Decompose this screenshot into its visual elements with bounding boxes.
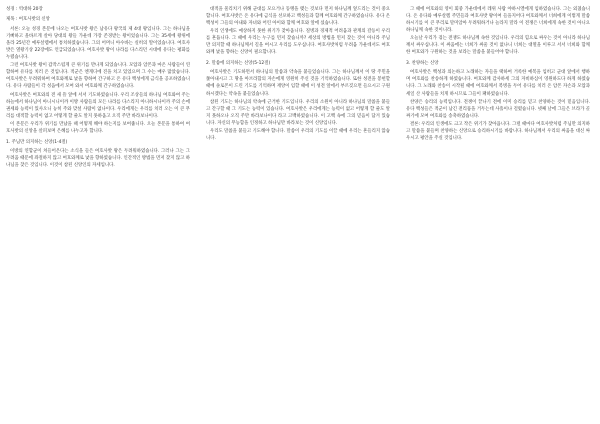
paragraph: 여호사밧은 여호와의 전 새 뜰 앞에 서서 기도하였습니다. 우리 조상들의 하나님 여호와여 주는 하늘에서 하나님이 아니시니이까 이방 사람들의 모든 나라를 다스리지 아니하시나이까 주의 손에 권세와 능력이 있사오니 능히 주와 맞설 사람이 없나이다. 우리에게는 우리를 치러 오는 이 큰 무리를 대적할 능력이 없고 어떻게 할 줄도 알지 못하옵고 오직 주만 바라보나이다. xyxy=(6,92,190,119)
paragraph: 오늘날 우리가 겪는 전쟁도 하나님께 속한 것입니다. 우리의 힘으로 싸우는 것이 아니라 하나님께서 싸우십니다. 이 싸움에는 너희가 싸울 것이 없나니 너희는 대열을 이루고 서서 너희와 함께 한 여호와가 구원하는 것을 보라는 말씀을 붙들어야 합니다. xyxy=(406,36,590,56)
paragraph: 우리도 말씀을 붙들고 기도해야 합니다. 말씀이 우리의 기도를 이끌 때에 우리는 흔들리지 않습니다. xyxy=(206,128,390,141)
paragraph: 이 본문은 우리가 위기를 만났을 때 어떻게 해야 하는지를 보여줍니다. 오늘 본문을 통하여 여호사밧의 신앙을 살펴보며 은혜를 나누고자 합니다. xyxy=(6,121,190,134)
section-heading: 2. 말씀에 의지하는 신앙(5-12절) xyxy=(206,61,271,67)
paragraph: 여호사밧은 기도하면서 하나님의 말씀과 약속을 붙들었습니다. 그는 하나님께서 이 땅 주민을 쫓아내시고 그 땅을 아브라함의 자손에게 영원히 주신 것을 기억하였습니다. 또한 성전을 봉헌할 때에 솔로몬이 드린 기도를 기억하며 재앙이 임할 때에 이 성전 앞에서 부르짖으면 들으시고 구원하시겠다는 약속을 붙들었습니다. xyxy=(206,70,390,97)
paragraph: 서론: 오늘 성경 본문에 나오는 여호사밧 왕은 남유다 왕국의 제 4대 왕입니다. 그는 하나님을 기뻐하고 올바르게 살아 당대의 왕들 가운데 가장 존경받는 왕이었습니다. 그는 35세에 왕위에 올라 25년간 예루살렘에서 통치하였습니다. 그의 어머니 아수바는 실히의 딸이었습니다. 여호사밧은 열왕기상 22장에도 언급되었습니다. 여호사밧 왕이 나라를 다스리던 시대에 유다는 평화를 누렸습니다. xyxy=(6,27,190,61)
section-heading: 3. 찬양하는 신앙 xyxy=(406,61,439,67)
paragraph: 그런 여호사밧 왕이 갑작스럽게 큰 위기를 만나게 되었습니다. 모압과 암몬과 마온 사람들이 연합하여 유다를 치러 온 것입니다. 적군은 엔게디에 진을 치고 있었으며 그 수는 매우 많았습니다. 여호사밧은 두려워하여 여호와께로 낯을 향하여 간구하고 온 유다 백성에게 금식을 공포하였습니다. 유다 사람들이 각 성읍에서 모여 와서 여호와께 간구하였습니다. xyxy=(6,63,190,90)
paragraph: 결론: 우리의 인생에도 크고 작은 위기가 찾아옵니다. 그럴 때마다 여호사밧처럼 주님만 의지하고 말씀을 붙들며 찬양하는 신앙으로 승리하시기를 바랍니다. 하나님께서 우리의 싸움을 대신 싸우시고 평안을 주실 것입니다. xyxy=(406,121,590,141)
meta-line: 성경 : 역대하 20장 xyxy=(6,7,43,12)
paragraph: 참된 기도는 하나님의 약속에 근거한 기도입니다. 우리의 소원이 아니라 하나님의 말씀을 붙들고 간구할 때 그 기도는 능력이 있습니다. 여호사밧은 우리에게는 능력이 없고 어떻게 할 줄도 알지 못하오나 오직 주만 바라보나이다 라고 고백하였습니다. 이 고백 속에 그의 믿음이 담겨 있습니다. 자신의 무능함을 인정하고 하나님만 바라보는 것이 신앙입니다. xyxy=(206,99,390,126)
paragraph: 그 때에 여호와의 영이 회중 가운데에서 레위 사람 야하시엘에게 임하였습니다. 그는 외쳤습니다. 온 유다와 예루살렘 주민들과 여호사밧 왕이여 들을지어다 여호와께서 너희에게 이렇게 말씀하시기를 이 큰 무리로 말미암아 두려워하거나 놀라지 말라 이 전쟁은 너희에게 속한 것이 아니요 하나님께 속한 것이니라. xyxy=(406,7,590,34)
paragraph: 대적을 물리치기 위해 군대를 모으거나 동맹을 맺는 것보다 먼저 하나님께 엎드리는 것이 중요합니다. 여호사밧은 온 유다에 금식을 선포하고 백성들과 함께 여호와께 간구하였습니다. 유다 온 백성이 그들의 아내와 자녀와 어린 아이와 함께 여호와 앞에 섰습니다. xyxy=(206,7,390,27)
text-column-left xyxy=(6,6,190,170)
section-heading: 1. 주님만 의지하는 신앙(1-4절) xyxy=(6,139,68,145)
paragraph: 우리 인생에도 예상하지 못한 위기가 찾아옵니다. 질병과 경제적 어려움과 관계의 갈등이 우리를 흔듭니다. 그 때에 우리는 누구를 먼저 찾습니까? 세상의 방법을 먼저 찾는 것이 아니라 주님만 의지할 때 하나님께서 길을 여시고 우리를 도우십니다. 여호사밧처럼 두려움 가운데서도 여호와께 낯을 향하는 신앙이 필요합니다. xyxy=(206,29,390,56)
paragraph: 이방의 연합군이 쳐들어온다는 소식을 들은 여호사밧 왕은 두려워하였습니다. 그러나 그는 그 두려움 때문에 좌절하지 않고 여호와께로 낯을 향하였습니다. 인간적인 방법을 먼저 찾지 않고 하나님을 찾은 것입니다. 이것이 참된 신앙인의 자세입니다. xyxy=(6,148,190,168)
text-column-right xyxy=(406,6,590,143)
text-column-middle xyxy=(206,6,390,143)
meta-line: 제목 : 여호사밧의 신앙 xyxy=(6,17,50,23)
paragraph: 찬양은 승리의 능력입니다. 전쟁이 끝나기 전에 이미 승리를 믿고 찬양하는 것이 믿음입니다. 유다 백성들은 적군이 남긴 전리품을 거두는데 사흘이나 걸렸습니다. 넷째 날에 그들은 브라가 골짜기에 모여 여호와를 송축하였습니다. xyxy=(406,99,590,119)
paragraph: 여호사밧은 백성과 의논하고 노래하는 자들을 택하여 거룩한 예복을 입히고 군대 앞에서 행하며 여호와를 찬송하게 하였습니다. 여호와께 감사하세 그의 자비하심이 영원하도다 하게 하였습니다. 그 노래와 찬송이 시작될 때에 여호와께서 복병을 두어 유다를 치러 온 암몬 자손과 모압과 세일 산 사람들을 치게 하시므로 그들이 패하였습니다. xyxy=(406,70,590,97)
